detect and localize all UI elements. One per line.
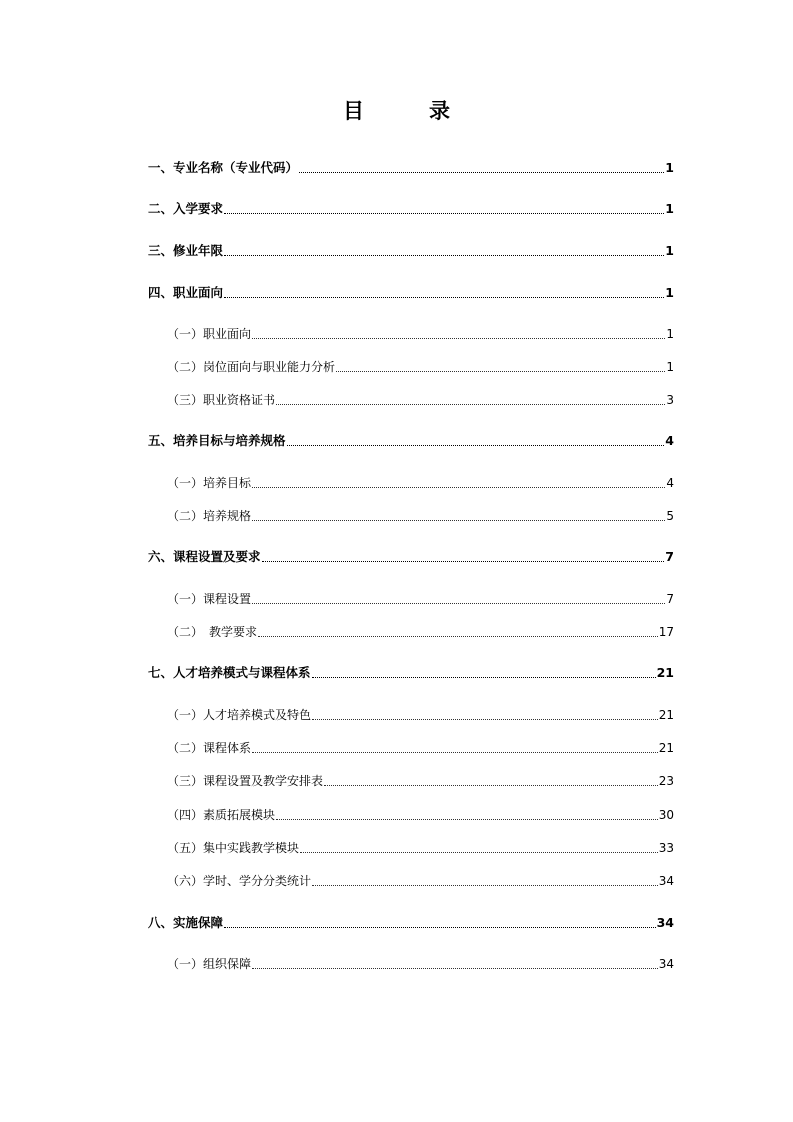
toc-entry-label: （二）课程体系 — [167, 741, 252, 755]
toc-title: 目 录 — [343, 99, 472, 123]
toc-entry-label: 四、职业面向 — [148, 285, 224, 300]
toc-entry-page: 1 — [665, 201, 674, 216]
dot-leader — [312, 719, 658, 720]
toc-entry-label: 六、课程设置及要求 — [148, 549, 261, 564]
dot-leader — [258, 636, 658, 637]
toc-entry-page: 21 — [656, 665, 674, 680]
toc-entry-quality-module[interactable] — [167, 806, 674, 824]
toc-entry-course-setup[interactable] — [167, 590, 674, 608]
toc-entry-career[interactable] — [148, 284, 674, 302]
dot-leader — [312, 677, 656, 678]
toc-entry-label: （二）岗位面向与职业能力分析 — [167, 360, 336, 374]
toc-entry-mode-features[interactable] — [167, 706, 674, 724]
toc-entry-page: 34 — [658, 874, 674, 888]
toc-entry-practice-module[interactable] — [167, 839, 674, 857]
toc-entry-label: 七、人才培养模式与课程体系 — [148, 665, 311, 680]
dot-leader — [300, 852, 658, 853]
toc-entry-page: 7 — [665, 549, 674, 564]
toc-entry-goals[interactable] — [167, 474, 674, 492]
toc-entry-label: （一）培养目标 — [167, 476, 252, 490]
toc-entry-career-orientation[interactable] — [167, 325, 674, 343]
toc-entry-label: 一、专业名称（专业代码） — [148, 160, 299, 175]
toc-entry-page: 23 — [658, 774, 674, 788]
toc-entry-duration[interactable] — [148, 242, 674, 260]
toc-entry-job-analysis[interactable] — [167, 358, 674, 376]
toc-entry-page: 1 — [665, 160, 674, 175]
toc-entry-implementation[interactable] — [148, 914, 674, 932]
dot-leader — [252, 338, 665, 339]
toc-entry-label: （六）学时、学分分类统计 — [167, 874, 312, 888]
dot-leader — [252, 968, 658, 969]
toc-entry-page: 17 — [658, 625, 674, 639]
toc-entry-page: 30 — [658, 808, 674, 822]
dot-leader — [252, 603, 665, 604]
toc-entry-label: 三、修业年限 — [148, 243, 224, 258]
toc-entry-admission[interactable] — [148, 200, 674, 218]
dot-leader — [276, 404, 665, 405]
toc-entry-label: （一）课程设置 — [167, 592, 252, 606]
toc-entry-curriculum[interactable] — [148, 548, 674, 566]
dot-leader — [252, 752, 658, 753]
toc-entry-page: 34 — [656, 915, 674, 930]
toc-entry-specs[interactable] — [167, 507, 674, 525]
toc-entry-label: （一）人才培养模式及特色 — [167, 708, 312, 722]
dot-leader — [324, 785, 658, 786]
toc-entry-label: （四）素质拓展模块 — [167, 808, 276, 822]
toc-entry-page: 4 — [666, 476, 674, 490]
toc-entry-page: 5 — [666, 509, 674, 523]
toc-entry-page: 1 — [666, 360, 674, 374]
dot-leader — [252, 487, 665, 488]
toc-entry-label: （五）集中实践教学模块 — [167, 841, 300, 855]
toc-entry-page: 21 — [658, 708, 674, 722]
toc-entry-certificates[interactable] — [167, 391, 674, 409]
dot-leader — [224, 927, 656, 928]
dot-leader — [252, 520, 665, 521]
dot-leader — [224, 213, 664, 214]
toc-entry-label: （一）组织保障 — [167, 957, 252, 971]
dot-leader — [299, 172, 664, 173]
toc-entry-page: 1 — [665, 285, 674, 300]
toc-entry-label: （二） 教学要求 — [167, 625, 258, 639]
dot-leader — [336, 371, 665, 372]
toc-entry-label: 五、培养目标与培养规格 — [148, 433, 286, 448]
toc-entry-page: 34 — [658, 957, 674, 971]
toc-entry-label: 二、入学要求 — [148, 201, 224, 216]
dot-leader — [287, 445, 665, 446]
dot-leader — [224, 255, 664, 256]
toc-entry-label: （二）培养规格 — [167, 509, 252, 523]
toc-entry-goals-specs[interactable] — [148, 432, 674, 450]
toc-entry-label: （三）课程设置及教学安排表 — [167, 774, 324, 788]
toc-entry-page: 1 — [666, 327, 674, 341]
toc-entry-label: （一）职业面向 — [167, 327, 252, 341]
toc-entry-teaching-requirements[interactable] — [167, 623, 674, 641]
dot-leader — [312, 885, 658, 886]
toc-entry-course-system[interactable] — [167, 739, 674, 757]
dot-leader — [262, 561, 665, 562]
toc-entry-credit-stats[interactable] — [167, 872, 674, 890]
toc-entry-training-mode[interactable] — [148, 664, 674, 682]
toc-entry-schedule-table[interactable] — [167, 772, 674, 790]
toc-entry-major-name[interactable] — [148, 159, 674, 177]
toc-entry-organization[interactable] — [167, 955, 674, 973]
toc-entry-page: 3 — [666, 393, 674, 407]
toc-entry-page: 33 — [658, 841, 674, 855]
toc-entry-label: （三）职业资格证书 — [167, 393, 276, 407]
dot-leader — [276, 819, 658, 820]
toc-entry-page: 1 — [665, 243, 674, 258]
toc-entry-page: 4 — [665, 433, 674, 448]
toc-entry-label: 八、实施保障 — [148, 915, 224, 930]
toc-entry-page: 21 — [658, 741, 674, 755]
dot-leader — [224, 297, 664, 298]
toc-entry-page: 7 — [666, 592, 674, 606]
